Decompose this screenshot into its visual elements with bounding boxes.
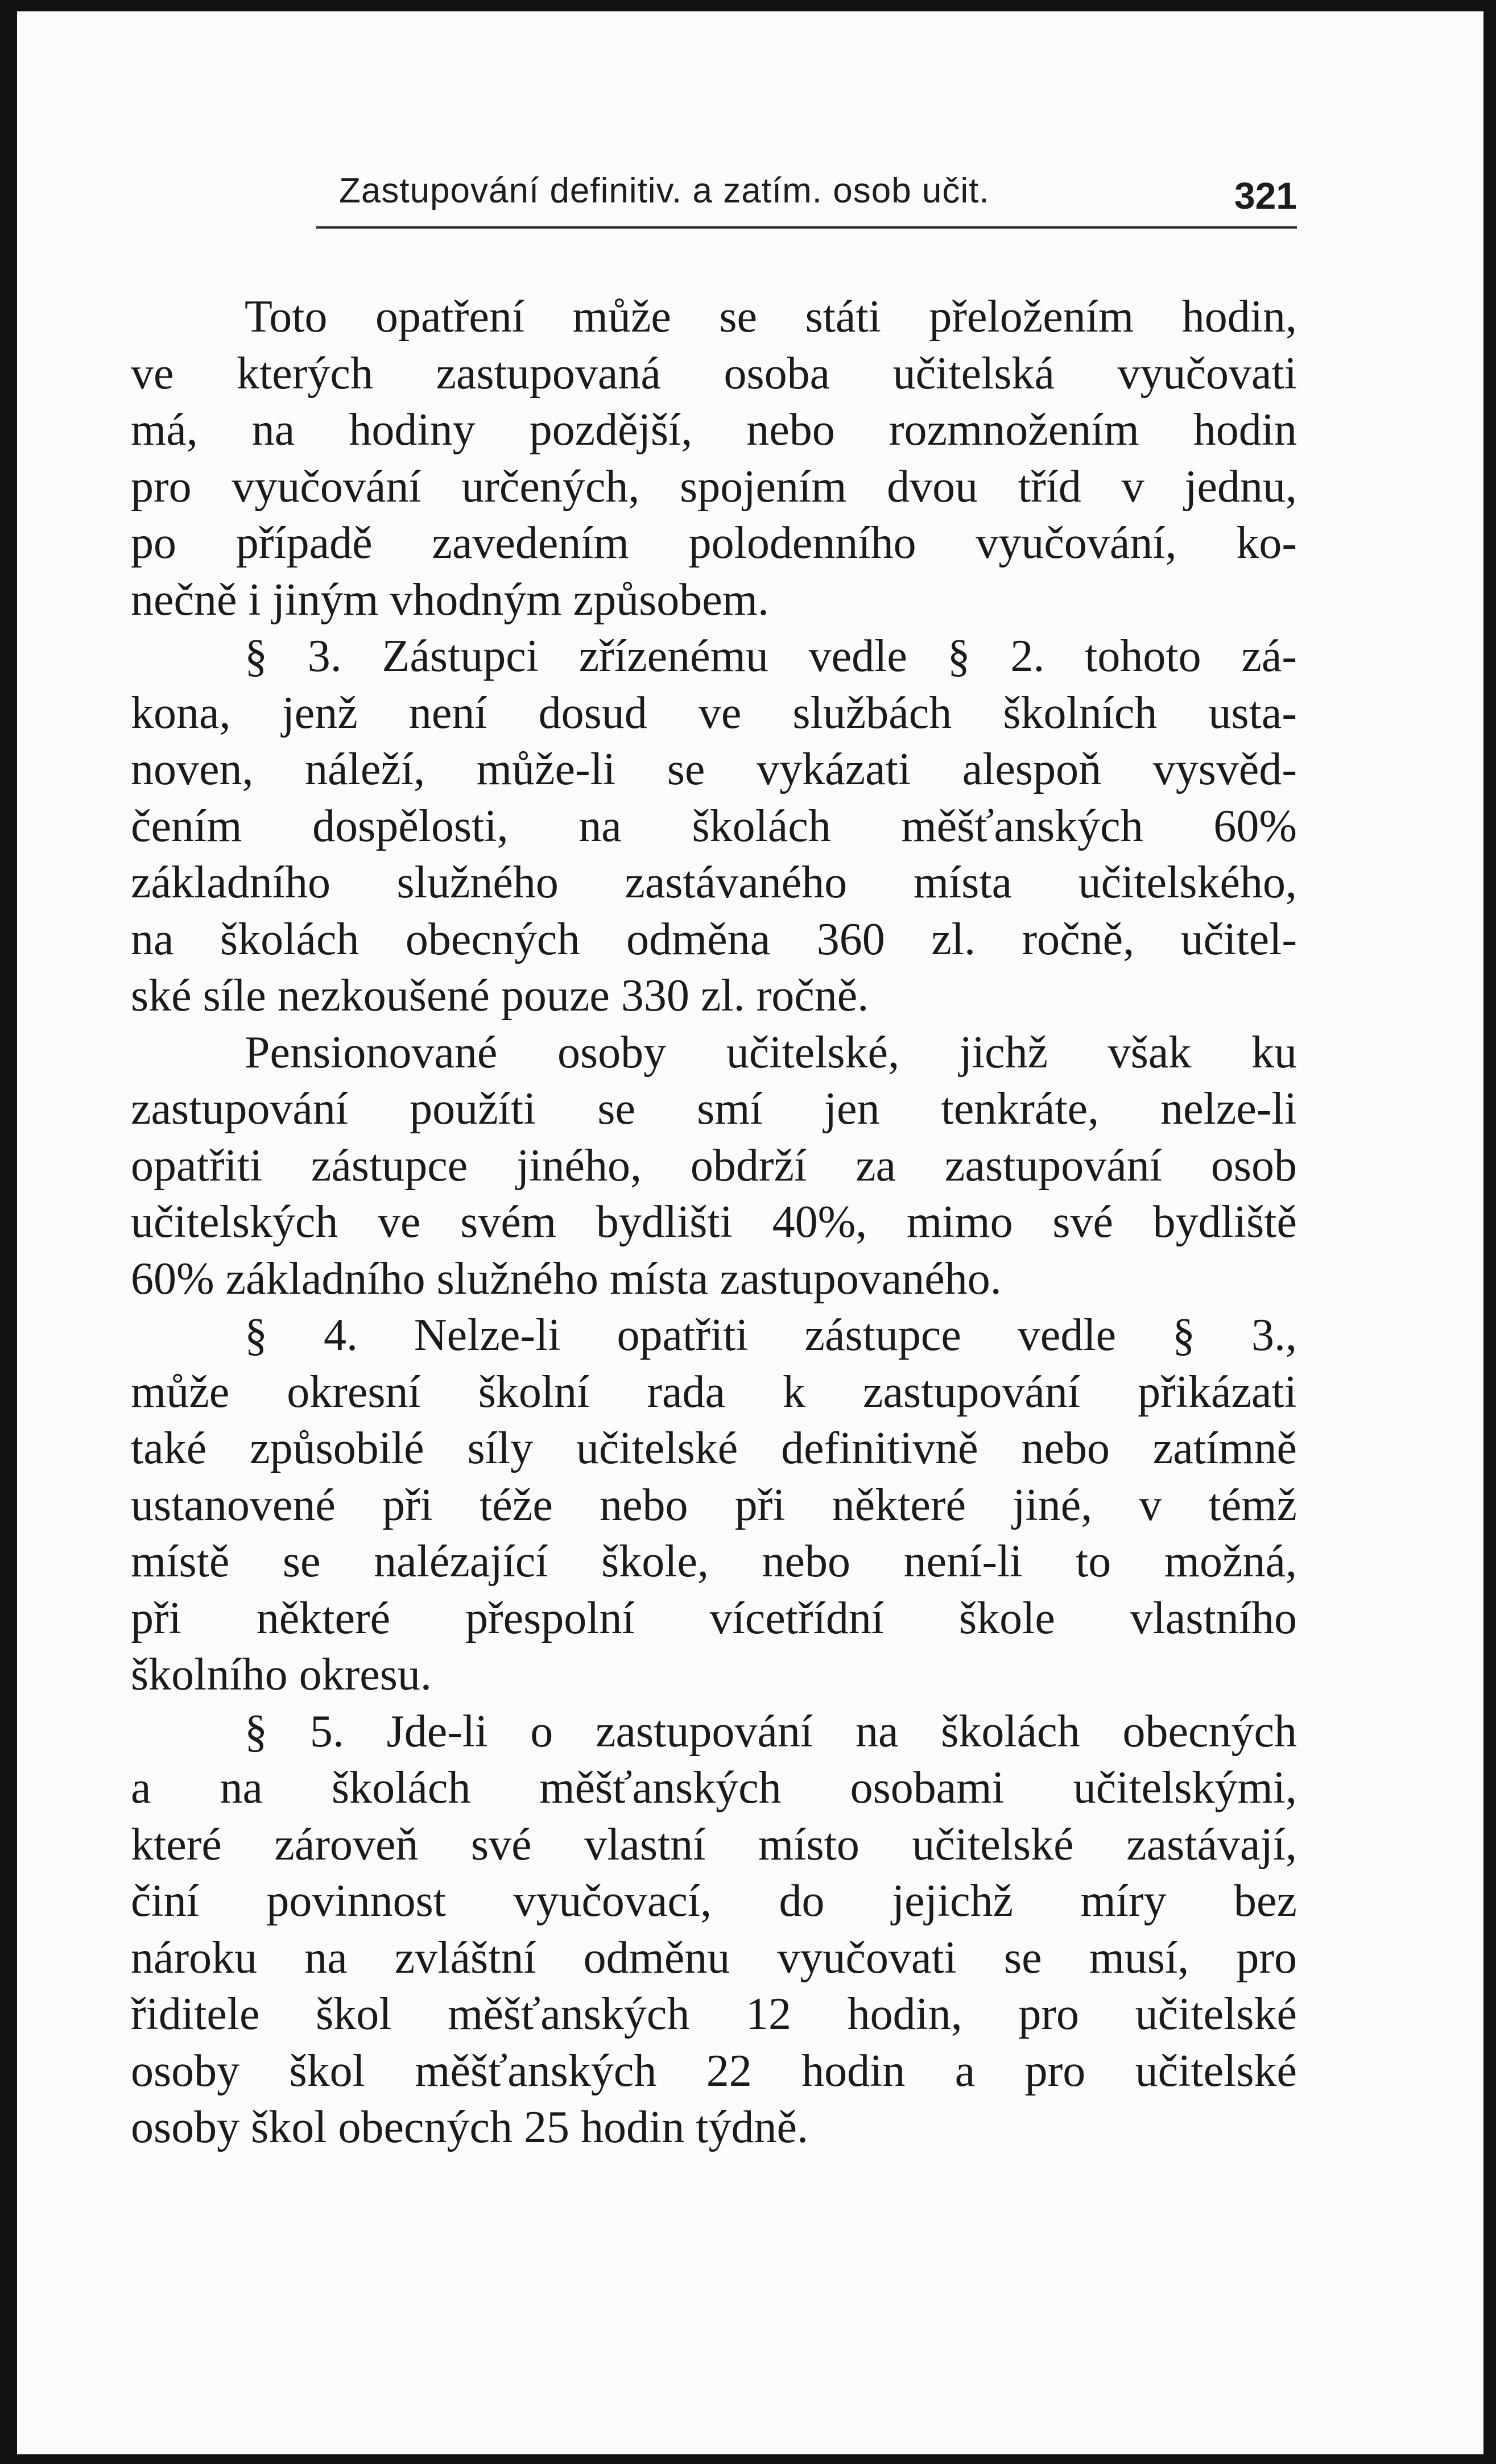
- paragraph-pensioners: [131, 1025, 1297, 1308]
- text-line: pro vyučování určených, spojením dvou tříd v jednu,: [131, 461, 1297, 512]
- text-line: § 4. Nelze-li opatřiti zástupce vedle § 3.,: [245, 1310, 1297, 1360]
- text-line: základního služného zastávaného místa učitelského,: [131, 858, 1297, 908]
- text-line: při některé přespolní vícetřídní škole vlastního: [131, 1593, 1297, 1643]
- text-line: Toto opatření může se státi přeložením hodin,: [245, 292, 1297, 342]
- text-line: Pensionované osoby učitelské, jichž však ku: [245, 1027, 1297, 1078]
- text-line: může okresní školní rada k zastupování přikázati: [131, 1366, 1297, 1417]
- text-line: osoby škol obecných 25 hodin týdně.: [131, 2102, 808, 2152]
- text-line: noven, náleží, může-li se vykázati alespoň vysvěd-: [131, 744, 1297, 794]
- paragraph-1: [131, 289, 1297, 628]
- text-line: nároku na zvláštní odměnu vyučovati se musí, pro: [131, 1932, 1297, 1983]
- text-line: které zároveň své vlastní místo učitelské zastávají,: [131, 1819, 1297, 1870]
- text-line: a na školách měšťanských osobami učitelskými,: [131, 1763, 1297, 1813]
- body-text: [131, 289, 1297, 2156]
- text-line: školního okresu.: [131, 1650, 432, 1700]
- text-line: činí povinnost vyučovací, do jejichž míry bez: [131, 1876, 1297, 1926]
- running-head: Zastupování definitiv. a zatím. osob učit.: [339, 171, 990, 210]
- text-line: nečně i jiným vhodným způsobem.: [131, 574, 770, 625]
- text-line: učitelských ve svém bydlišti 40%, mimo své bydliště: [131, 1197, 1297, 1247]
- text-line: ské síle nezkoušené pouze 330 zl. ročně.: [131, 971, 869, 1021]
- text-line: řiditele škol měšťanských 12 hodin, pro učitelské: [131, 1989, 1297, 2039]
- paragraph-section-5: [131, 1704, 1297, 2156]
- text-line: § 5. Jde-li o zastupování na školách obecných: [245, 1706, 1297, 1757]
- text-line: na školách obecných odměna 360 zl. ročně, učitel-: [131, 914, 1297, 964]
- paragraph-section-3: [131, 628, 1297, 1025]
- text-line: ve kterých zastupovaná osoba učitelská vyučovati: [131, 348, 1297, 399]
- text-line: ustanovené při téže nebo při některé jiné, v témž: [131, 1480, 1297, 1530]
- text-line: kona, jenž není dosud ve službách školních usta-: [131, 688, 1297, 738]
- text-line: čením dospělosti, na školách měšťanských 60%: [131, 801, 1297, 851]
- text-line: § 3. Zástupci zřízenému vedle § 2. tohoto zá-: [245, 631, 1297, 681]
- text-line: také způsobilé síly učitelské definitivně nebo zatímně: [131, 1423, 1297, 1473]
- text-line: 60% základního služného místa zastupovaného.: [131, 1253, 1002, 1304]
- text-line: zastupování použíti se smí jen tenkráte, nelze-li: [131, 1084, 1297, 1134]
- text-line: má, na hodiny pozdější, nebo rozmnožením hodin: [131, 405, 1297, 455]
- text-line: po případě zavedením polodenního vyučování, ko-: [131, 518, 1297, 568]
- text-line: místě se nalézající škole, nebo není-li to možná,: [131, 1537, 1297, 1587]
- header-rule: [316, 226, 1297, 229]
- text-line: osoby škol měšťanských 22 hodin a pro učitelské: [131, 2045, 1297, 2096]
- paragraph-section-4: [131, 1307, 1297, 1704]
- text-line: opatřiti zástupce jiného, obdrží za zastupování osob: [131, 1140, 1297, 1191]
- page-header: [316, 171, 1297, 222]
- page-number: 321: [1234, 175, 1297, 217]
